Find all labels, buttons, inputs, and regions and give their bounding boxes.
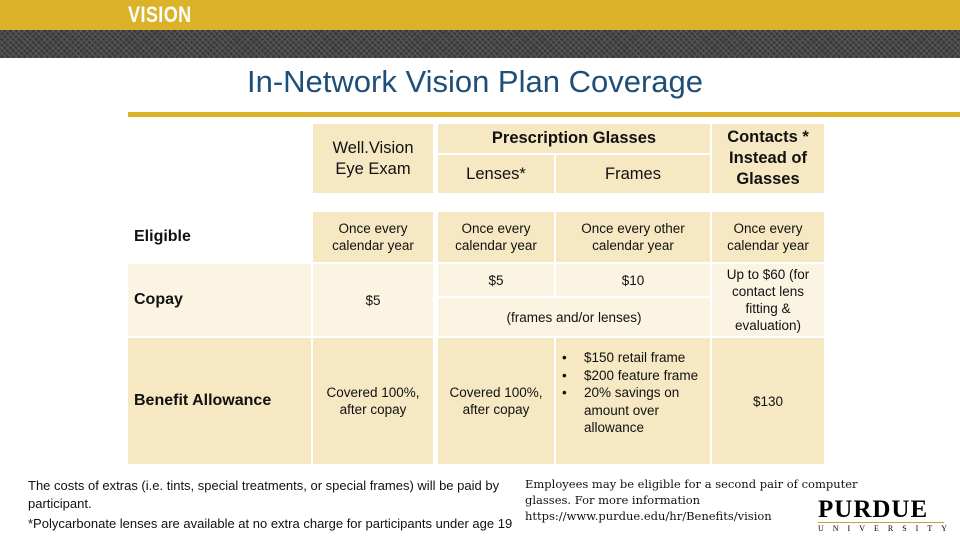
allowance-frames <box>556 338 710 464</box>
title-rule <box>128 112 960 117</box>
allowance-lenses: Covered 100%, after copay <box>438 338 554 464</box>
copay-glasses-note: (frames and/or lenses) <box>438 298 710 336</box>
section-label: VISION <box>128 2 192 27</box>
page-title: In-Network Vision Plan Coverage <box>246 64 704 99</box>
eligible-frames: Once every other calendar year <box>556 212 710 262</box>
header-frames: Frames <box>556 155 710 193</box>
hatched-band <box>0 30 960 58</box>
allowance-frames-list <box>556 349 710 437</box>
copay-frames: $10 <box>556 264 710 296</box>
header-prescription-glasses: Prescription Glasses <box>438 124 710 153</box>
top-banner <box>0 0 960 30</box>
logo-wordmark: PURDUE <box>818 496 929 523</box>
extras-note: The costs of extras (i.e. tints, special treatments, or special frames) will be paid by participant. <box>28 478 500 511</box>
copay-contacts: Up to $60 (for contact lens fitting & evaluation) <box>712 264 824 336</box>
row-label-copay: Copay <box>128 264 311 336</box>
row-label-eligible: Eligible <box>128 212 311 262</box>
header-contacts: Contacts * Instead of Glasses <box>712 124 824 193</box>
copay-exam: $5 <box>313 264 433 336</box>
header-exam: Well.Vision Eye Exam <box>313 124 433 193</box>
purdue-logo <box>818 496 956 533</box>
row-label-benefit-allowance: Benefit Allowance <box>128 338 311 464</box>
allowance-frames-item: • 20% savings on amount over allowance <box>556 384 710 437</box>
logo-subtext: UNIVERSITY <box>818 524 956 533</box>
allowance-contacts: $130 <box>712 338 824 464</box>
second-pair-note: Employees may be eligible for a second pair of computer glasses. For more information https://www.purdue.edu/hr/Benefits/vision <box>525 477 858 523</box>
eligible-exam: Once every calendar year <box>313 212 433 262</box>
copay-lenses: $5 <box>438 264 554 296</box>
eligible-contacts: Once every calendar year <box>712 212 824 262</box>
allowance-exam: Covered 100%, after copay <box>313 338 433 464</box>
eligible-lenses: Once every calendar year <box>438 212 554 262</box>
allowance-frames-item: • $150 retail frame <box>556 349 710 367</box>
header-lenses: Lenses* <box>438 155 554 193</box>
allowance-frames-item: • $200 feature frame <box>556 367 710 385</box>
polycarbonate-note: *Polycarbonate lenses are available at no extra charge for participants under age 19 <box>28 516 513 531</box>
